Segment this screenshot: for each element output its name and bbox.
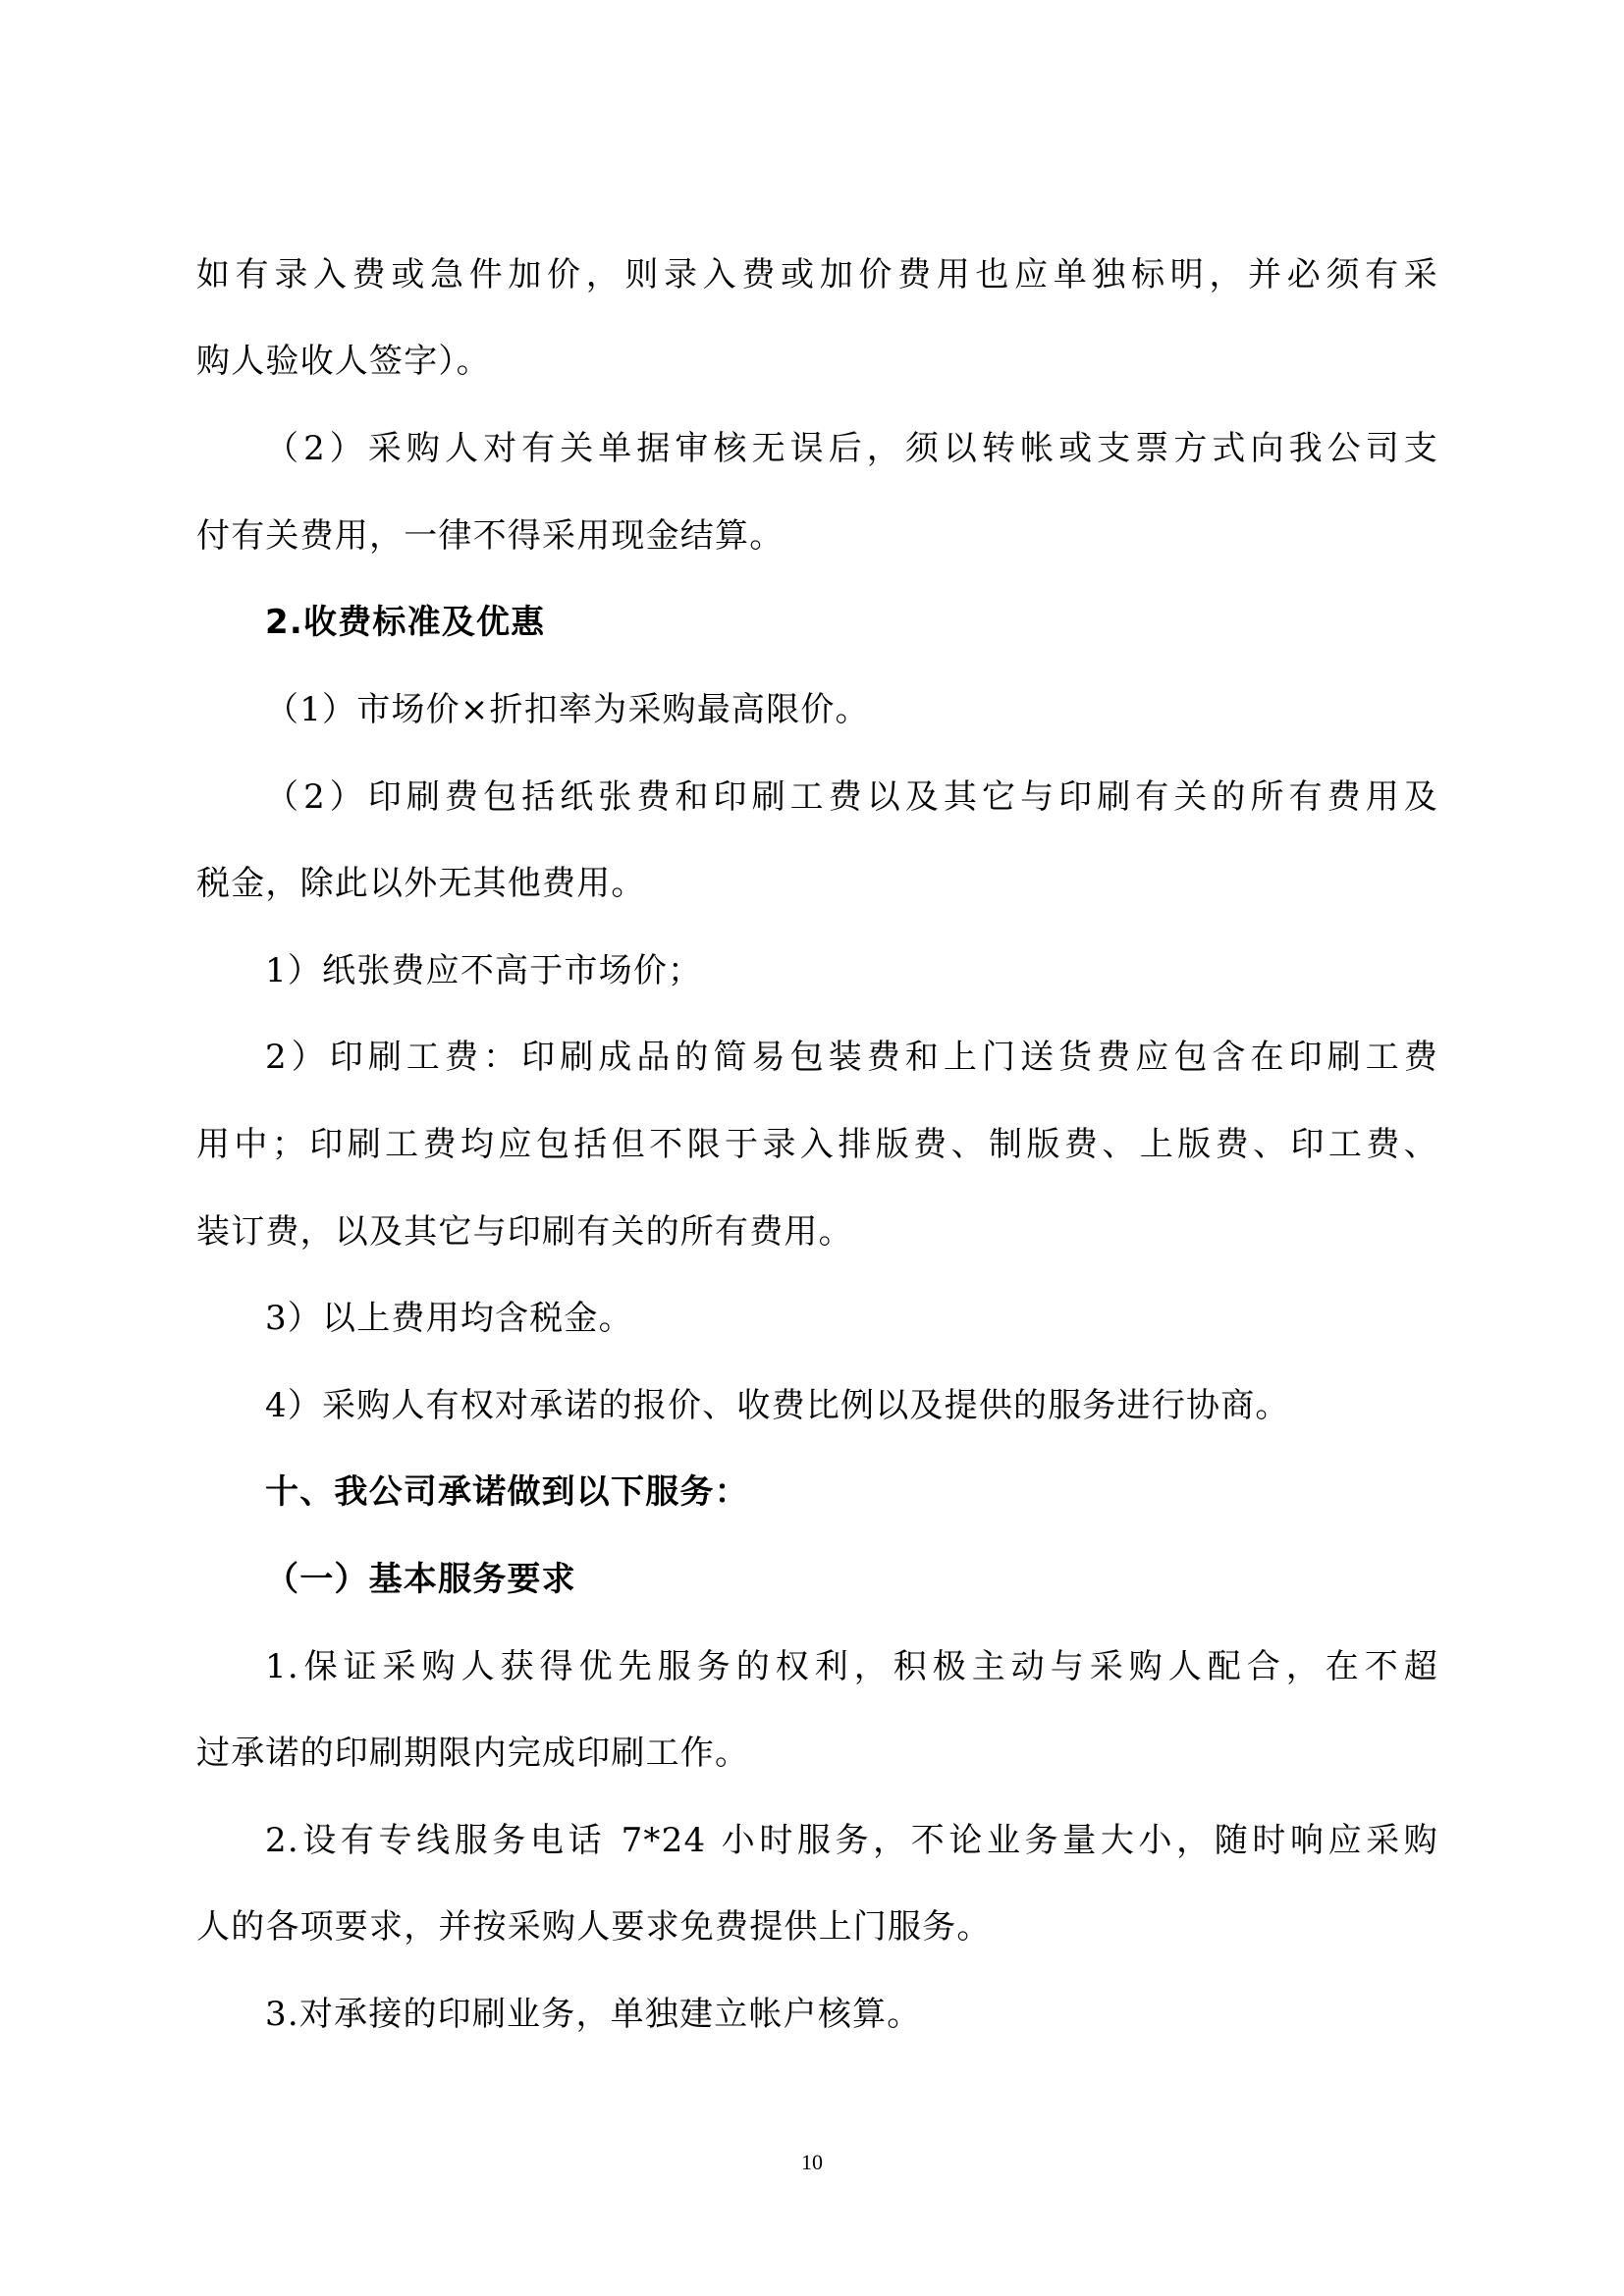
paragraph-line-4: 付有关费用，一律不得采用现金结算。	[196, 516, 785, 556]
paragraph-line-8: 税金，除此以外无其他费用。	[196, 864, 646, 903]
paragraph-line-17: 1.保证采购人获得优先服务的权利，积极主动与采购人配合，在不超	[265, 1647, 1438, 1686]
subsection-heading-basic-service: （一）基本服务要求	[265, 1560, 576, 1599]
paragraph-line-14: 4）采购人有权对承诺的报价、收费比例以及提供的服务进行协商。	[265, 1386, 1290, 1425]
paragraph-line-19: 2.设有专线服务电话 7*24 小时服务，不论业务量大小，随时响应采购	[265, 1821, 1438, 1860]
page-number: 10	[801, 2150, 823, 2174]
paragraph-line-21: 3.对承接的印刷业务，单独建立帐户核算。	[265, 1995, 922, 2034]
paragraph-line-13: 3）以上费用均含税金。	[265, 1299, 633, 1338]
paragraph-line-9: 1）纸张费应不高于市场价；	[265, 951, 703, 990]
section-heading-fees: 2.收费标准及优惠	[265, 603, 546, 642]
section-heading-services: 十、我公司承诺做到以下服务：	[265, 1472, 749, 1512]
paragraph-line-12: 装订费，以及其它与印刷有关的所有费用。	[196, 1212, 853, 1252]
paragraph-line-11: 用中；印刷工费均应包括但不限于录入排版费、制版费、上版费、印工费、	[196, 1125, 1438, 1164]
paragraph-line-10: 2）印刷工费：印刷成品的简易包装费和上门送货费应包含在印刷工费	[265, 1038, 1438, 1077]
paragraph-line-18: 过承诺的印刷期限内完成印刷工作。	[196, 1734, 750, 1773]
paragraph-line-2: 购人验收人签字）。	[196, 342, 491, 381]
paragraph-line-20: 人的各项要求，并按采购人要求免费提供上门服务。	[196, 1907, 992, 1947]
paragraph-line-7: （2）印刷费包括纸张费和印刷工费以及其它与印刷有关的所有费用及	[265, 777, 1438, 817]
paragraph-line-3: （2）采购人对有关单据审核无误后，须以转帐或支票方式向我公司支	[265, 429, 1438, 468]
paragraph-line-1: 如有录入费或急件加价，则录入费或加价费用也应单独标明，并必须有采	[196, 255, 1438, 294]
paragraph-line-6: （1）市场价×折扣率为采购最高限价。	[265, 690, 870, 729]
